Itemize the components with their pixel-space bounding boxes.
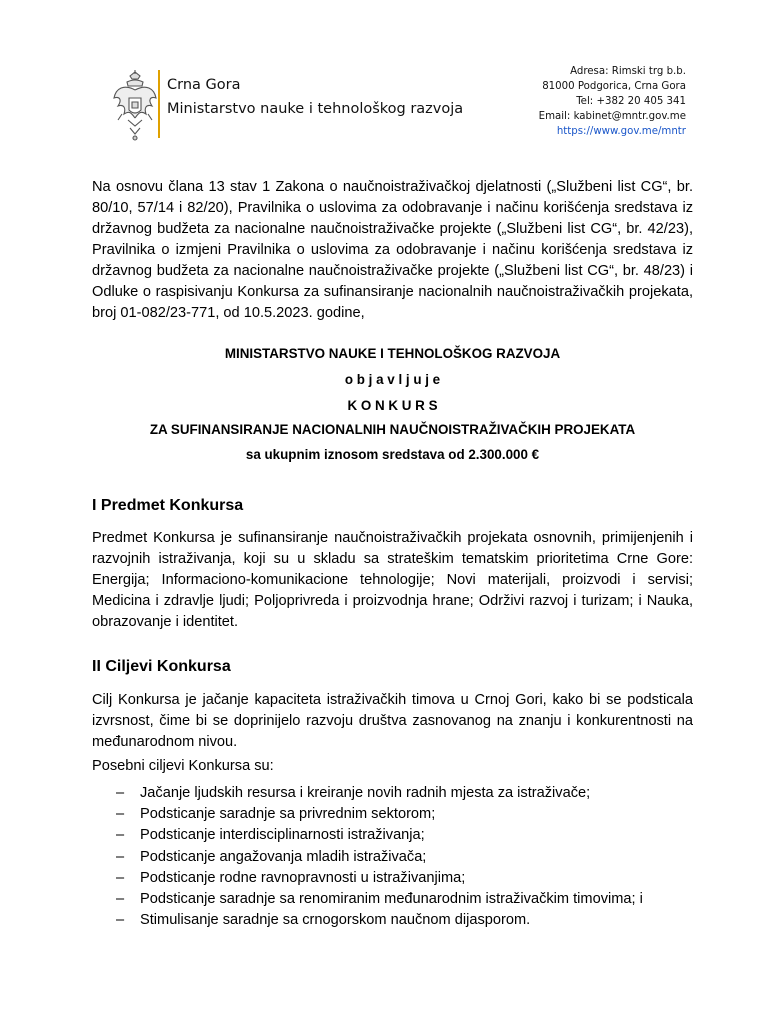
- section-2-text: Cilj Konkursa je jačanje kapaciteta istraživačkih timova u Crnoj Gori, kako bi se podsticala izvrsnost, čime bi se doprinijelo razvoju društva zasnovanog na znanju i konkurentnosti na međunarodnom nivou.: [92, 692, 693, 750]
- intro-paragraph: Na osnovu člana 13 stav 1 Zakona o naučnoistraživačkoj djelatnosti („Službeni list CG“, br. 80/10, 57/14 i 82/20), Pravilnika o uslovima za odobravanje i načinu korišćenja sredstava iz državnog budžeta za nacionalne naučnoistraživačke projekte („Službeni list CG“, br. 42/23), Pravilnika o izmjeni Pravilnika o uslovima za odobravanje i načinu korišćenja sredstava iz državnog budžeta za nacionalne naučnoistraživačke projekte („Službeni list CG“, br. 48/23) i Odluke o raspisivanju Konkursa za sufinansiranje nacionalnih naučnoistraživačkih projekata, broj 01-082/23-771, od 10.5.2023. godine,: [92, 179, 693, 321]
- list-item-text: Podsticanje interdisciplinarnosti istraživanja;: [140, 827, 425, 844]
- section-1-heading: I Predmet Konkursa: [92, 497, 244, 514]
- objectives-list: [92, 783, 693, 931]
- website-link[interactable]: https://www.gov.me/mntr: [556, 126, 686, 137]
- list-intro: Posebni ciljevi Konkursa su:: [92, 758, 274, 774]
- ministry-heading: MINISTARSTVO NAUKE I TEHNOLOŠKOG RAZVOJA: [224, 346, 561, 361]
- list-item: [92, 889, 693, 910]
- konkurs-subtitle: ZA SUFINANSIRANJE NACIONALNIH NAUČNOISTRAŽIVAČKIH PROJEKATA: [149, 422, 636, 437]
- list-item-text: Podsticanje saradnje sa renomiranim međunarodnim istraživačkim timovima; i: [140, 891, 643, 908]
- contact-address: Adresa: Rimski trg b.b.: [570, 66, 686, 77]
- list-item-text: Podsticanje rodne ravnopravnosti u istraživanjima;: [140, 869, 466, 886]
- contact-tel: Tel: +382 20 405 341: [576, 96, 686, 107]
- bullet-dash: –: [116, 891, 125, 908]
- list-item: [92, 910, 693, 931]
- bullet-dash: –: [116, 869, 125, 886]
- list-item: [92, 825, 693, 846]
- section-1-text: Predmet Konkursa je sufinansiranje naučnoistraživačkih projekata osnovnih, primijenjenih i razvojnih istraživanja, koji su u skladu sa strateškim tematskim prioritetima Crne Gore: Energija; Informaciono-komunikacione tehnologije; Novi materijali, proizvodi i servisi; Medicina i zdravlje ljudi; Poljoprivreda i proizvodnja hrane; Održivi razvoj i turizam; i Nauka, obrazovanje i identitet.: [92, 530, 693, 630]
- list-item-text: Podsticanje angažovanja mladih istraživača;: [140, 848, 427, 865]
- list-item: [92, 783, 693, 804]
- konkurs-amount: sa ukupnim iznosom sredstava od 2.300.000 €: [245, 447, 540, 462]
- bullet-dash: –: [116, 806, 125, 823]
- list-item: [92, 804, 693, 825]
- contact-email: Email: kabinet@mntr.gov.me: [538, 111, 686, 122]
- list-item-text: Jačanje ljudskih resursa i kreiranje novih radnih mjesta za istraživače;: [140, 785, 591, 801]
- header-divider: [158, 70, 160, 138]
- list-item: [92, 847, 693, 868]
- list-item: [92, 868, 693, 889]
- organization-name: [167, 73, 463, 121]
- contact-block: [539, 64, 686, 139]
- bullet-dash: –: [116, 827, 125, 844]
- org-ministry: Ministarstvo nauke i tehnološkog razvoja: [167, 101, 464, 117]
- bullet-dash: –: [116, 912, 125, 929]
- section-2-heading: II Ciljevi Konkursa: [92, 658, 231, 675]
- org-country: Crna Gora: [167, 77, 241, 93]
- bullet-dash: –: [116, 785, 125, 801]
- contact-city: 81000 Podgorica, Crna Gora: [542, 81, 686, 92]
- bullet-dash: –: [116, 848, 125, 865]
- publishes-line: o b j a v l j u j e: [344, 372, 441, 387]
- konkurs-title: K O N K U R S: [347, 398, 438, 413]
- list-item-text: Stimulisanje saradnje sa crnogorskom naučnom dijasporom.: [140, 912, 531, 929]
- list-item-text: Podsticanje saradnje sa privrednim sektorom;: [140, 806, 436, 823]
- coat-of-arms-icon: [112, 70, 158, 142]
